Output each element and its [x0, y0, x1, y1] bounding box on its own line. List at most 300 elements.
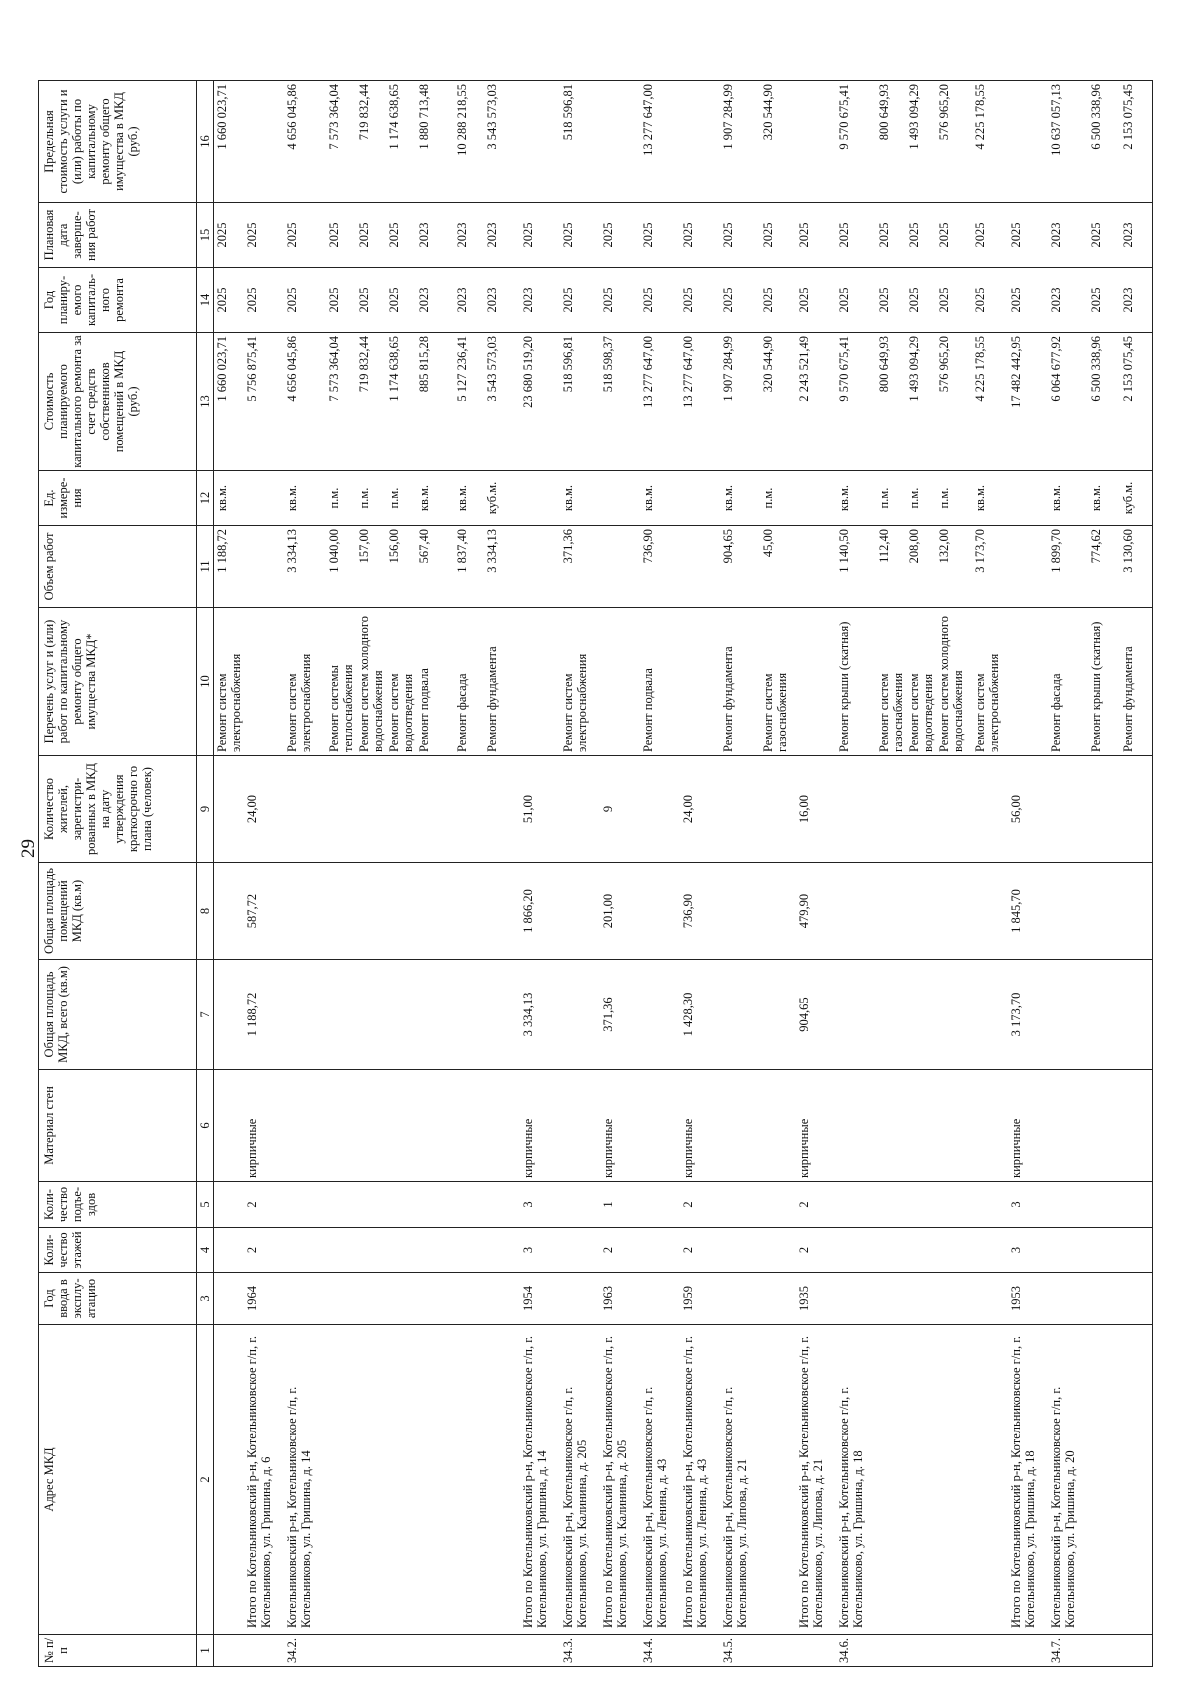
table-row — [560, 81, 600, 1667]
table-row — [936, 81, 972, 1667]
cell-c4 — [214, 1228, 245, 1273]
cell-c10 — [796, 608, 836, 756]
cell-c14: 2025 — [560, 268, 600, 333]
cell-c11: 3 334,13 — [284, 526, 326, 608]
cell-c4 — [560, 1228, 600, 1273]
cell-c4 — [936, 1228, 972, 1273]
cell-c4 — [640, 1228, 680, 1273]
header-c11: Объем работ — [39, 526, 197, 608]
cell-c15: 2023 — [1120, 203, 1152, 268]
cell-c12: п.м. — [876, 471, 906, 526]
cell-c12: п.м. — [326, 471, 356, 526]
cell-c15: 2025 — [214, 203, 245, 268]
cell-c5: 2 — [796, 1182, 836, 1228]
cell-c9 — [454, 756, 484, 863]
cell-c12: п.м. — [906, 471, 936, 526]
cell-c3 — [416, 1273, 454, 1325]
repair-plan-table — [38, 80, 1153, 1667]
cell-c9 — [560, 756, 600, 863]
header-c8: Общая площадь помещений МКД (кв.м) — [39, 863, 197, 960]
cell-c15: 2025 — [760, 203, 796, 268]
cell-c7: 3 173,70 — [1008, 960, 1048, 1070]
cell-c16: 800 649,93 — [876, 81, 906, 203]
cell-c4 — [484, 1228, 520, 1273]
table-row — [326, 81, 356, 1667]
cell-c9 — [284, 756, 326, 863]
cell-c8 — [836, 863, 876, 960]
cell-c5 — [876, 1182, 906, 1228]
cell-c2: Итого по Котельниковский р-н, Котельниковское г/п, г. Котельниково, ул. Гришина, д. 18 — [1008, 1325, 1048, 1635]
cell-c13: 576 965,20 — [936, 333, 972, 471]
cell-c4 — [356, 1228, 386, 1273]
cell-c6 — [560, 1070, 600, 1182]
cell-c5 — [326, 1182, 356, 1228]
cell-c13: 1 493 094,29 — [906, 333, 936, 471]
cell-c11: 3 173,70 — [972, 526, 1008, 608]
cell-c6 — [936, 1070, 972, 1182]
cell-c2: Итого по Котельниковский р-н, Котельниковское г/п, г. Котельниково, ул. Ленина, д. 43 — [680, 1325, 720, 1635]
cell-c10: Ремонт системы теплоснабжения — [326, 608, 356, 756]
cell-c3: 1935 — [796, 1273, 836, 1325]
header-c6: Материал стен — [39, 1070, 197, 1182]
header-c1: № п/п — [39, 1635, 197, 1667]
column-number: 6 — [197, 1070, 214, 1182]
cell-c4 — [454, 1228, 484, 1273]
cell-c13: 7 573 364,04 — [326, 333, 356, 471]
cell-c6: кирпичные — [520, 1070, 560, 1182]
cell-c10: Ремонт систем электроснабжения — [214, 608, 245, 756]
cell-c6 — [484, 1070, 520, 1182]
cell-c8 — [640, 863, 680, 960]
cell-c16: 1 880 713,48 — [416, 81, 454, 203]
cell-c12: куб.м. — [1120, 471, 1152, 526]
total-row — [600, 81, 640, 1667]
table-row — [972, 81, 1008, 1667]
cell-c9 — [640, 756, 680, 863]
cell-c7: 371,36 — [600, 960, 640, 1070]
cell-c4: 3 — [520, 1228, 560, 1273]
cell-c13: 5 756 875,41 — [244, 333, 284, 471]
cell-c4 — [1048, 1228, 1088, 1273]
cell-c11: 774,62 — [1088, 526, 1120, 608]
header-c7: Общая площадь МКД, всего (кв.м) — [39, 960, 197, 1070]
cell-c15: 2025 — [836, 203, 876, 268]
cell-c13: 5 127 236,41 — [454, 333, 484, 471]
cell-c9 — [720, 756, 760, 863]
cell-c7 — [454, 960, 484, 1070]
cell-c13: 13 277 647,00 — [640, 333, 680, 471]
cell-c13: 17 482 442,95 — [1008, 333, 1048, 471]
cell-c14: 2025 — [386, 268, 416, 333]
cell-c3 — [386, 1273, 416, 1325]
cell-c1 — [244, 1635, 284, 1667]
cell-c14: 2025 — [972, 268, 1008, 333]
cell-c3 — [906, 1273, 936, 1325]
cell-c8 — [284, 863, 326, 960]
cell-c8 — [760, 863, 796, 960]
cell-c2: Котельниковский р-н, Котельниковское г/п, г. Котельниково, ул. Ленина, д. 43 — [640, 1325, 680, 1635]
page-number: 29 — [18, 839, 39, 858]
cell-c5 — [386, 1182, 416, 1228]
cell-c16: 719 832,44 — [356, 81, 386, 203]
cell-c7 — [760, 960, 796, 1070]
cell-c5 — [416, 1182, 454, 1228]
cell-c6 — [876, 1070, 906, 1182]
cell-c14: 2025 — [214, 268, 245, 333]
cell-c11: 567,40 — [416, 526, 454, 608]
cell-c13: 4 656 045,86 — [284, 333, 326, 471]
cell-c11: 1 188,72 — [214, 526, 245, 608]
cell-c10: Ремонт систем электроснабжения — [560, 608, 600, 756]
cell-c3 — [326, 1273, 356, 1325]
cell-c3 — [936, 1273, 972, 1325]
cell-c7: 3 334,13 — [520, 960, 560, 1070]
cell-c5 — [560, 1182, 600, 1228]
cell-c4: 2 — [244, 1228, 284, 1273]
cell-c16: 1 660 023,71 — [214, 81, 245, 203]
cell-c16: 13 277 647,00 — [640, 81, 680, 203]
cell-c9 — [326, 756, 356, 863]
cell-c3: 1963 — [600, 1273, 640, 1325]
cell-c16: 10 637 057,13 — [1048, 81, 1088, 203]
cell-c8 — [214, 863, 245, 960]
cell-c7 — [326, 960, 356, 1070]
cell-c12: п.м. — [386, 471, 416, 526]
cell-c15: 2023 — [416, 203, 454, 268]
cell-c5: 3 — [1008, 1182, 1048, 1228]
cell-c11: 1 040,00 — [326, 526, 356, 608]
cell-c9 — [1048, 756, 1088, 863]
cell-c9 — [972, 756, 1008, 863]
cell-c5 — [972, 1182, 1008, 1228]
cell-c4 — [1088, 1228, 1120, 1273]
cell-c16: 1 174 638,65 — [386, 81, 416, 203]
cell-c1 — [600, 1635, 640, 1667]
table-row — [386, 81, 416, 1667]
cell-c6: кирпичные — [796, 1070, 836, 1182]
column-number-row — [197, 81, 214, 1667]
cell-c15: 2025 — [520, 203, 560, 268]
table-row — [1088, 81, 1120, 1667]
cell-c8: 1 866,20 — [520, 863, 560, 960]
cell-c11: 112,40 — [876, 526, 906, 608]
cell-c15: 2025 — [1088, 203, 1120, 268]
cell-c5 — [936, 1182, 972, 1228]
cell-c7 — [1120, 960, 1152, 1070]
cell-c6 — [326, 1070, 356, 1182]
cell-c14: 2025 — [356, 268, 386, 333]
cell-c12: п.м. — [356, 471, 386, 526]
cell-c13: 2 153 075,45 — [1120, 333, 1152, 471]
cell-c13: 4 225 178,55 — [972, 333, 1008, 471]
cell-c15: 2025 — [906, 203, 936, 268]
cell-c13: 1 174 638,65 — [386, 333, 416, 471]
cell-c7 — [836, 960, 876, 1070]
cell-c12: кв.м. — [560, 471, 600, 526]
cell-c5 — [284, 1182, 326, 1228]
cell-c10 — [680, 608, 720, 756]
cell-c14: 2025 — [326, 268, 356, 333]
cell-c6 — [1088, 1070, 1120, 1182]
cell-c2 — [214, 1325, 245, 1635]
total-row — [1008, 81, 1048, 1667]
cell-c8 — [906, 863, 936, 960]
cell-c14: 2025 — [760, 268, 796, 333]
header-c15: Плановая дата заверше-ния работ — [39, 203, 197, 268]
cell-c1 — [906, 1635, 936, 1667]
cell-c10: Ремонт подвала — [416, 608, 454, 756]
cell-c16: 1 493 094,29 — [906, 81, 936, 203]
cell-c13: 719 832,44 — [356, 333, 386, 471]
cell-c5 — [906, 1182, 936, 1228]
cell-c2 — [760, 1325, 796, 1635]
cell-c16 — [520, 81, 560, 203]
cell-c6: кирпичные — [1008, 1070, 1048, 1182]
cell-c13: 3 543 573,03 — [484, 333, 520, 471]
cell-c9 — [356, 756, 386, 863]
total-row — [244, 81, 284, 1667]
cell-c2: Котельниковский р-н, Котельниковское г/п, г. Котельниково, ул. Калинина, д. 205 — [560, 1325, 600, 1635]
cell-c11: 1 899,70 — [1048, 526, 1088, 608]
cell-c14: 2023 — [484, 268, 520, 333]
cell-c9: 24,00 — [680, 756, 720, 863]
cell-c6 — [720, 1070, 760, 1182]
cell-c3 — [836, 1273, 876, 1325]
cell-c10: Ремонт систем холодного водоснабжения — [356, 608, 386, 756]
cell-c9 — [876, 756, 906, 863]
cell-c13: 1 660 023,71 — [214, 333, 245, 471]
cell-c4: 2 — [600, 1228, 640, 1273]
column-number: 13 — [197, 333, 214, 471]
cell-c4 — [972, 1228, 1008, 1273]
cell-c14: 2023 — [1120, 268, 1152, 333]
cell-c5 — [1088, 1182, 1120, 1228]
table-row — [1120, 81, 1152, 1667]
cell-c10: Ремонт систем холодного водоснабжения — [936, 608, 972, 756]
cell-c7 — [560, 960, 600, 1070]
cell-c12: кв.м. — [454, 471, 484, 526]
cell-c14: 2025 — [796, 268, 836, 333]
cell-c14: 2025 — [1088, 268, 1120, 333]
cell-c11: 736,90 — [640, 526, 680, 608]
cell-c6 — [906, 1070, 936, 1182]
cell-c9: 9 — [600, 756, 640, 863]
table-row — [356, 81, 386, 1667]
cell-c4 — [906, 1228, 936, 1273]
cell-c16: 2 153 075,45 — [1120, 81, 1152, 203]
cell-c8 — [1088, 863, 1120, 960]
cell-c9 — [1120, 756, 1152, 863]
cell-c11 — [600, 526, 640, 608]
cell-c3 — [560, 1273, 600, 1325]
cell-c3 — [214, 1273, 245, 1325]
cell-c4 — [836, 1228, 876, 1273]
cell-c14: 2023 — [520, 268, 560, 333]
cell-c6 — [760, 1070, 796, 1182]
cell-c11: 904,65 — [720, 526, 760, 608]
table-row — [640, 81, 680, 1667]
cell-c8 — [1120, 863, 1152, 960]
cell-c9 — [214, 756, 245, 863]
cell-c2 — [416, 1325, 454, 1635]
cell-c1: 34.6. — [836, 1635, 876, 1667]
cell-c14: 2025 — [680, 268, 720, 333]
cell-c8 — [356, 863, 386, 960]
cell-c5 — [1048, 1182, 1088, 1228]
cell-c10: Ремонт фундамента — [720, 608, 760, 756]
cell-c12: кв.м. — [214, 471, 245, 526]
cell-c7 — [1048, 960, 1088, 1070]
cell-c14: 2023 — [416, 268, 454, 333]
total-row — [796, 81, 836, 1667]
cell-c1: 34.2. — [284, 1635, 326, 1667]
cell-c9: 16,00 — [796, 756, 836, 863]
header-c9: Количество жителей, зарегистри-рованных в МКД на дату утверждения краткосрочно го плана (человек) — [39, 756, 197, 863]
cell-c1 — [1120, 1635, 1152, 1667]
cell-c1 — [796, 1635, 836, 1667]
cell-c6 — [214, 1070, 245, 1182]
cell-c13: 518 598,37 — [600, 333, 640, 471]
cell-c2: Котельниковский р-н, Котельниковское г/п, г. Котельниково, ул. Гришина, д. 18 — [836, 1325, 876, 1635]
header-c2: Адрес МКД — [39, 1325, 197, 1635]
cell-c11: 157,00 — [356, 526, 386, 608]
cell-c14: 2025 — [244, 268, 284, 333]
cell-c15: 2025 — [560, 203, 600, 268]
cell-c3 — [1088, 1273, 1120, 1325]
cell-c4 — [1120, 1228, 1152, 1273]
cell-c5 — [836, 1182, 876, 1228]
cell-c1: 34.5. — [720, 1635, 760, 1667]
cell-c14: 2025 — [284, 268, 326, 333]
cell-c12 — [520, 471, 560, 526]
cell-c5: 1 — [600, 1182, 640, 1228]
cell-c12: кв.м. — [640, 471, 680, 526]
cell-c15: 2023 — [1048, 203, 1088, 268]
table-row — [906, 81, 936, 1667]
cell-c7 — [214, 960, 245, 1070]
cell-c9 — [906, 756, 936, 863]
cell-c2: Итого по Котельниковский р-н, Котельниковское г/п, г. Котельниково, ул. Липова, д. 21 — [796, 1325, 836, 1635]
cell-c8 — [326, 863, 356, 960]
cell-c5 — [760, 1182, 796, 1228]
cell-c2: Итого по Котельниковский р-н, Котельниковское г/п, г. Котельниково, ул. Гришина, д. 6 — [244, 1325, 284, 1635]
cell-c16: 3 543 573,03 — [484, 81, 520, 203]
cell-c12 — [600, 471, 640, 526]
cell-c2 — [454, 1325, 484, 1635]
cell-c11: 132,00 — [936, 526, 972, 608]
header-row — [39, 81, 197, 1667]
cell-c3: 1964 — [244, 1273, 284, 1325]
cell-c13: 13 277 647,00 — [680, 333, 720, 471]
table-row — [720, 81, 760, 1667]
column-number: 14 — [197, 268, 214, 333]
cell-c14: 2025 — [600, 268, 640, 333]
column-number: 4 — [197, 1228, 214, 1273]
cell-c2: Котельниковский р-н, Котельниковское г/п, г. Котельниково, ул. Липова, д. 21 — [720, 1325, 760, 1635]
cell-c4 — [284, 1228, 326, 1273]
cell-c8 — [1048, 863, 1088, 960]
cell-c12 — [796, 471, 836, 526]
cell-c13: 320 544,90 — [760, 333, 796, 471]
cell-c5: 3 — [520, 1182, 560, 1228]
cell-c10 — [1008, 608, 1048, 756]
table-row — [454, 81, 484, 1667]
cell-c12: п.м. — [760, 471, 796, 526]
cell-c1 — [386, 1635, 416, 1667]
cell-c7 — [640, 960, 680, 1070]
cell-c2 — [356, 1325, 386, 1635]
header-c3: Год ввода в эксплу-атацию — [39, 1273, 197, 1325]
cell-c15: 2025 — [284, 203, 326, 268]
table-row — [760, 81, 796, 1667]
cell-c16 — [796, 81, 836, 203]
cell-c14: 2025 — [936, 268, 972, 333]
cell-c14: 2025 — [876, 268, 906, 333]
cell-c11: 3 130,60 — [1120, 526, 1152, 608]
column-number: 9 — [197, 756, 214, 863]
cell-c5 — [1120, 1182, 1152, 1228]
table-row — [416, 81, 454, 1667]
cell-c6: кирпичные — [680, 1070, 720, 1182]
column-number: 5 — [197, 1182, 214, 1228]
cell-c9: 24,00 — [244, 756, 284, 863]
cell-c16: 10 288 218,55 — [454, 81, 484, 203]
cell-c4 — [326, 1228, 356, 1273]
cell-c9: 56,00 — [1008, 756, 1048, 863]
cell-c8 — [876, 863, 906, 960]
cell-c11: 45,00 — [760, 526, 796, 608]
cell-c7: 1 428,30 — [680, 960, 720, 1070]
cell-c16: 4 656 045,86 — [284, 81, 326, 203]
cell-c2: Итого по Котельниковский р-н, Котельниковское г/п, г. Котельниково, ул. Калинина, д. 205 — [600, 1325, 640, 1635]
cell-c11: 156,00 — [386, 526, 416, 608]
cell-c7 — [356, 960, 386, 1070]
cell-c12 — [1008, 471, 1048, 526]
cell-c1 — [326, 1635, 356, 1667]
cell-c8 — [484, 863, 520, 960]
cell-c15: 2025 — [936, 203, 972, 268]
cell-c6 — [386, 1070, 416, 1182]
cell-c5 — [484, 1182, 520, 1228]
cell-c11 — [796, 526, 836, 608]
cell-c15: 2025 — [386, 203, 416, 268]
cell-c2 — [936, 1325, 972, 1635]
cell-c12: кв.м. — [836, 471, 876, 526]
cell-c15: 2025 — [326, 203, 356, 268]
cell-c1 — [520, 1635, 560, 1667]
header-c13: Стоимость планируемого капитального ремонта за счет средств собственников помещений в МКД (руб.) — [39, 333, 197, 471]
cell-c3 — [876, 1273, 906, 1325]
cell-c9 — [416, 756, 454, 863]
cell-c14: 2023 — [1048, 268, 1088, 333]
cell-c14: 2025 — [906, 268, 936, 333]
cell-c10: Ремонт фасада — [454, 608, 484, 756]
cell-c6 — [356, 1070, 386, 1182]
cell-c1: 34.7. — [1048, 1635, 1088, 1667]
cell-c8: 479,90 — [796, 863, 836, 960]
cell-c16 — [1008, 81, 1048, 203]
cell-c5: 2 — [244, 1182, 284, 1228]
column-number: 7 — [197, 960, 214, 1070]
cell-c3 — [484, 1273, 520, 1325]
cell-c10 — [520, 608, 560, 756]
cell-c13: 885 815,28 — [416, 333, 454, 471]
cell-c11 — [680, 526, 720, 608]
cell-c5: 2 — [680, 1182, 720, 1228]
cell-c14: 2025 — [640, 268, 680, 333]
cell-c1 — [876, 1635, 906, 1667]
cell-c10: Ремонт систем газоснабжения — [760, 608, 796, 756]
